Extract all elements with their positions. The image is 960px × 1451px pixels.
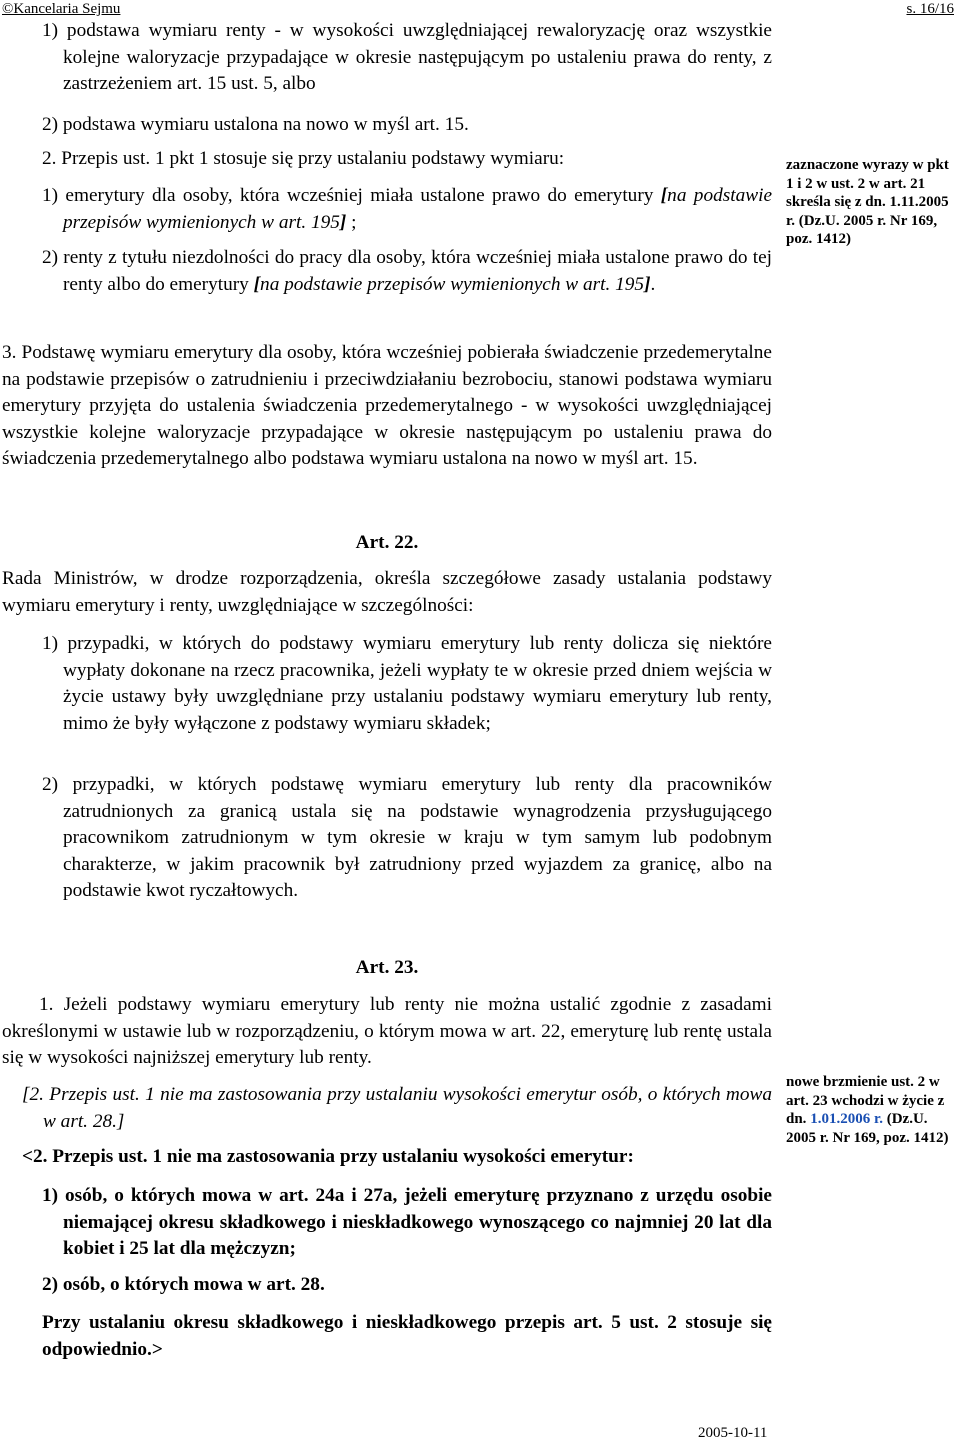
top-item-2: 2) podstawa wymiaru ustalona na nowo w myśl art. 15.	[42, 114, 469, 135]
ust2-item-1-end: ;	[346, 211, 357, 233]
art22-title: Art. 22.	[355, 532, 419, 553]
bracket-close: ]	[644, 273, 651, 295]
art22-item-2: 2) przypadki, w których podstawę wymiaru emerytury lub renty dla pracowników zatrudnionych za granicą ustala się na podstawie wynagrodzenia przysługującego pracownikom zatrudnionym w tym okresie w kraju w tym samym lub podobnym charakterze, w jakim pracownik był zatrudniony przed wyjazdem za granicę, albo na podstawie kwot ryczałtowych.	[42, 774, 772, 901]
ust2-item-1	[42, 183, 772, 236]
ust2-item-1-italic: na podstawie przepisów wymienionych w art. 195	[63, 185, 773, 233]
top-item-1: 1) podstawa wymiaru renty - w wysokości uwzględniającej rewaloryzację oraz wszystkie kolejne waloryzacje przypadające w okresie następującym po ustaleniu prawa do renty, z zastrzeżeniem art. 15 ust. 5, albo	[42, 20, 772, 94]
note2-text-before: nowe brzmienie ust. 2 w art. 23 wchodzi w życie z dn.	[786, 1074, 945, 1127]
art22-item-1: 1) przypadki, w których do podstawy wymiaru emerytury lub renty dolicza się niektóre wypłaty dokonane na rzecz pracownika, jeżeli wypłaty te w okresie przed dniem wejścia w życie ustawy były uwzględniane przy ustalaniu podstawy wymiaru emerytury lub renty, mimo że były wyłączone z podstawy wymiaru składek;	[42, 633, 772, 734]
ust2-item-2-text: 2) renty z tytułu niezdolności do pracy dla osoby, która wcześniej miała ustalone prawo do tej renty albo do emerytury	[42, 247, 772, 295]
art23-title: Art. 23.	[355, 957, 419, 978]
ust2-intro: 2. Przepis ust. 1 pkt 1 stosuje się przy ustalaniu podstawy wymiaru:	[42, 148, 565, 169]
art23-old-ust2: [2. Przepis ust. 1 nie ma zastosowania przy ustalaniu wysokości emerytur osób, o których mowa w art. 28.]	[22, 1084, 772, 1132]
note2-date-link[interactable]: 1.01.2006 r.	[810, 1111, 883, 1127]
bracket-open: [	[660, 185, 668, 206]
bracket-open: [	[253, 273, 261, 295]
footer-date: 2005-10-11	[698, 1425, 768, 1441]
art23-new-ust2-item-1: 1) osób, o których mowa w art. 24a i 27a, jeżeli emeryturę przyznano z urzędu osobie niemającej okresu składkowego i nieskładkowego wynoszącego co najmniej 20 lat dla kobiet i 25 lat dla mężczyzn;	[42, 1185, 772, 1259]
header-page-number[interactable]: s. 16/16	[906, 1, 954, 17]
art23-new-ust2-end: Przy ustalaniu okresu składkowego i nieskładkowego przepis art. 5 ust. 2 stosuje się odpowiednio.>	[42, 1312, 772, 1360]
art23-new-ust2-intro: <2. Przepis ust. 1 nie ma zastosowania przy ustalaniu wysokości emerytur:	[22, 1146, 634, 1167]
ust2-item-2	[42, 245, 772, 298]
margin-note-1: zaznaczone wyrazy w pkt 1 i 2 w ust. 2 w art. 21 skreśla się z dn. 1.11.2005 r. (Dz.U. 2005 r. Nr 169, poz. 1412)	[786, 157, 949, 247]
art23-ust1: 1. Jeżeli podstawy wymiaru emerytury lub renty nie można ustalić zgodnie z zasadami określonymi w ustawie lub w rozporządzeniu, o którym mowa w art. 22, emeryturę lub rentę ustala się w wysokości najniższej emerytury lub renty.	[2, 994, 772, 1068]
margin-note-2	[786, 1073, 958, 1147]
header-left[interactable]: ©Kancelaria Sejmu	[2, 1, 121, 17]
ust2-item-1-text: 1) emerytury dla osoby, która wcześniej miała ustalone prawo do emerytury	[42, 185, 661, 206]
art22-intro: Rada Ministrów, w drodze rozporządzenia, określa szczegółowe zasady ustalania podstawy wymiaru emerytury i renty, uwzględniające w szczególności:	[2, 568, 772, 616]
art23-new-ust2-item-2: 2) osób, o których mowa w art. 28.	[42, 1274, 325, 1295]
bracket-close: ]	[339, 211, 347, 233]
ust3-paragraph: 3. Podstawę wymiaru emerytury dla osoby, która wcześniej pobierała świadczenie przedemerytalne na podstawie przepisów o zatrudnieniu i przeciwdziałaniu bezrobociu, stanowi podstawa wymiaru emerytury przyjęta do ustalenia świadczenia przedemerytalnego - w wysokości uwzględniającej wszystkie kolejne waloryzacje przypadające w okresie następującym po ustaleniu prawa do świadczenia przedemerytalnego albo podstawa wymiaru ustalona na nowo w myśl art. 15.	[2, 342, 772, 469]
ust2-item-2-end: .	[650, 273, 656, 295]
ust2-item-2-italic: na podstawie przepisów wymienionych w art. 195	[260, 273, 645, 295]
note2-text-after: (Dz.U. 2005 r. Nr 169, poz. 1412)	[786, 1111, 949, 1146]
